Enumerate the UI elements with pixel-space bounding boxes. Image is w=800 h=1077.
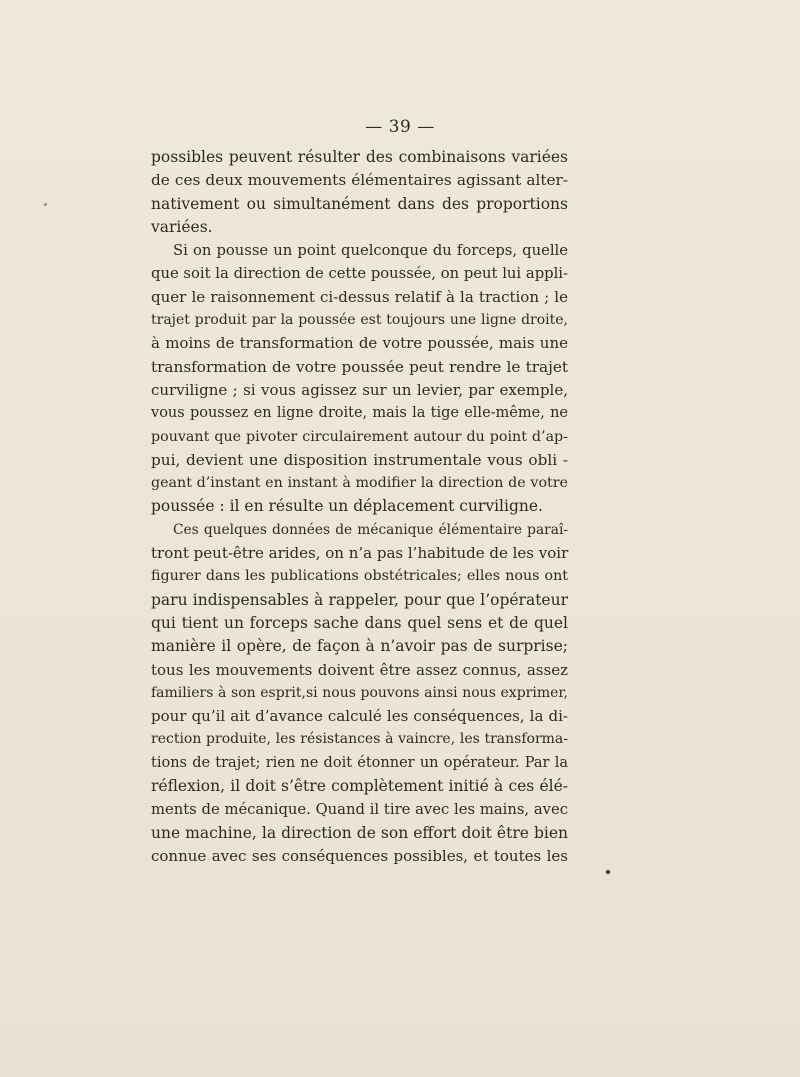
text-line: quer le raisonnement ci-dessus relatif à la traction ; le [151,287,568,306]
text-line: tions de trajet; rien ne doit étonner un opérateur. Par la [151,754,568,771]
text-line: réflexion, il doit s’être complètement initié à ces élé- [151,777,568,796]
ink-speck [606,870,610,874]
text-line: pui, devient une disposition instrumentale vous obli - [151,450,568,469]
text-line: poussée : il en résulte un déplacement curviligne. [151,497,543,516]
text-line: connue avec ses conséquences possibles, et toutes les [151,846,568,865]
text-line: trajet produit par la poussée est toujours une ligne droite, [151,312,568,329]
text-line: pour qu’il ait d’avance calculé les conséquences, la di- [151,707,568,726]
text-line: familiers à son esprit,si nous pouvons ainsi nous exprimer, [151,684,568,701]
page-number: — 39 — [365,117,435,137]
text-line: tront peut-être arides, on n’a pas l’habitude de les voir [151,544,569,563]
text-line: une machine, la direction de son effort doit être bien [151,823,568,842]
text-line: variées. [151,217,213,236]
text-line: nativement ou simultanément dans des proportions [151,194,568,213]
text-line: pouvant que pivoter circulairement autour du point d’ap- [151,428,568,445]
text-line: de ces deux mouvements élémentaires agissant alter- [151,171,568,190]
text-line: possibles peuvent résulter des combinaisons variées [151,148,568,166]
ink-speck [44,203,47,206]
text-line: Ces quelques données de mécanique élémentaire paraî- [173,521,568,538]
text-line: transformation de votre poussée peut rendre le trajet [151,357,568,376]
text-line: vous poussez en ligne droite, mais la tige elle-même, ne [151,405,568,422]
text-line: qui tient un forceps sache dans quel sens et de quel [151,613,568,632]
text-line: tous les mouvements doivent être assez connus, assez [151,660,568,679]
text-line: ments de mécanique. Quand il tire avec les mains, avec [151,801,568,819]
text-line: paru indispensables à rappeler, pour que l’opérateur [151,590,568,609]
text-line: Si on pousse un point quelconque du forceps, quelle [173,242,568,260]
text-line: que soit la direction de cette poussée, on peut lui appli- [151,265,568,283]
text-line: geant d’instant en instant à modifier la direction de votre [151,475,568,492]
text-line: à moins de transformation de votre poussée, mais une [151,334,568,353]
text-line: rection produite, les résistances à vaincre, les transforma- [151,731,568,748]
body-text [151,146,568,868]
text-line: curviligne ; si vous agissez sur un levier, par exemple, [151,380,568,399]
text-line: manière il opère, de façon à n’avoir pas de surprise; [151,637,568,656]
text-line: figurer dans les publications obstétricales; elles nous ont [151,568,568,585]
